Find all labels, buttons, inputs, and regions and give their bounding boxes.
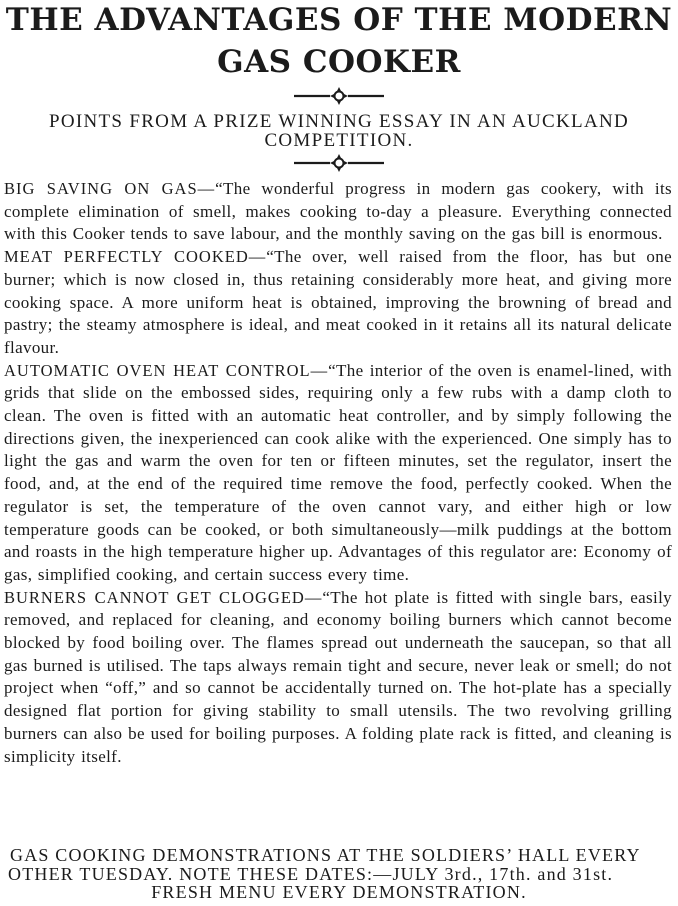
ornament-icon [294, 86, 384, 106]
section-heading: AUTOMATIC OVEN HEAT CONTROL— [4, 360, 329, 380]
section-text: “The hot plate is fitted with single bars, easily removed, and replaced for cleaning, and economy boiling burners which cannot become blocked by food boiling over. The flames spread out underneath the saucepan, so that all gas burned is utilised. The taps always remain tight and secure, never leak or smell; do not project when “off,” and so cannot be accidentally turned on. The hot-plate has a specially designed flat portion for giving stability to small utensils. The two revolving grilling burners can also be used for boiling purposes. A folding plate rack is fitted, and cleaning is simplicity itself. [4, 587, 672, 766]
section-heading: BURNERS CANNOT GET CLOGGED— [4, 587, 323, 607]
ornament-divider [0, 86, 678, 106]
section-big-saving [4, 178, 672, 246]
ornament-divider-2 [0, 153, 678, 173]
article-subtitle-line-1: POINTS FROM A PRIZE WINNING ESSAY IN AN AUCKLAND [48, 111, 630, 132]
section-heading: BIG SAVING ON GAS— [4, 179, 216, 198]
section-meat-cooked [4, 246, 672, 360]
footer-line-1: GAS COOKING DEMONSTRATIONS AT THE SOLDIERS’ HALL EVERY [10, 845, 641, 865]
section-oven-control [4, 360, 672, 587]
article-title-line-2: GAS COOKER [217, 44, 461, 80]
footer-line-3: FRESH MENU EVERY DEMONSTRATION. [151, 882, 527, 902]
ornament-icon [294, 153, 384, 173]
footer-line-2: OTHER TUESDAY. NOTE THESE DATES:—JULY 3rd., 17th. and 31st. [8, 864, 614, 884]
section-text: “The wonderful progress in modern gas cookery, with its complete elimination of smell, makes cooking to-day a pleasure. Everything connected with this Cooker tends to save labour, and the monthly saving on the gas bill is enormous. [4, 179, 672, 244]
article-subtitle-line-2: COMPETITION. [264, 130, 414, 151]
section-text: “The over, well raised from the floor, has but one burner; which is now closed in, thus retaining considerably more heat, and giving more cooking space. A more uniform heat is obtained, improving the browning of bread and pastry; the steamy atmosphere is ideal, and meat cooked in it retains all its natural delicate flavour. [4, 247, 672, 357]
article-body [4, 178, 672, 768]
section-heading: MEAT PERFECTLY COOKED— [4, 247, 267, 267]
section-burners [4, 587, 672, 769]
section-text: “The interior of the oven is enamel-lined, with grids that slide on the embossed sides, requiring only a few rubs with a damp cloth to clean. The oven is fitted with an automatic heat controller, and by simply following the directions given, the inexperienced can cook alike with the experienced. One simply has to light the gas and warm the oven for ten or fifteen minutes, set the regulator, insert the food, and, at the end of the required time remove the food, perfectly cooked. When the regulator is set, the temperature of the oven cannot vary, and either high or low temperature goods can be cooked, or both simultaneously—milk puddings at the bottom and roasts in the high temperature higher up. Advantages of this regulator are: Economy of gas, simplified cooking, and certain success every time. [4, 360, 672, 584]
article-title-line-1: THE ADVANTAGES OF THE MODERN [5, 2, 673, 38]
